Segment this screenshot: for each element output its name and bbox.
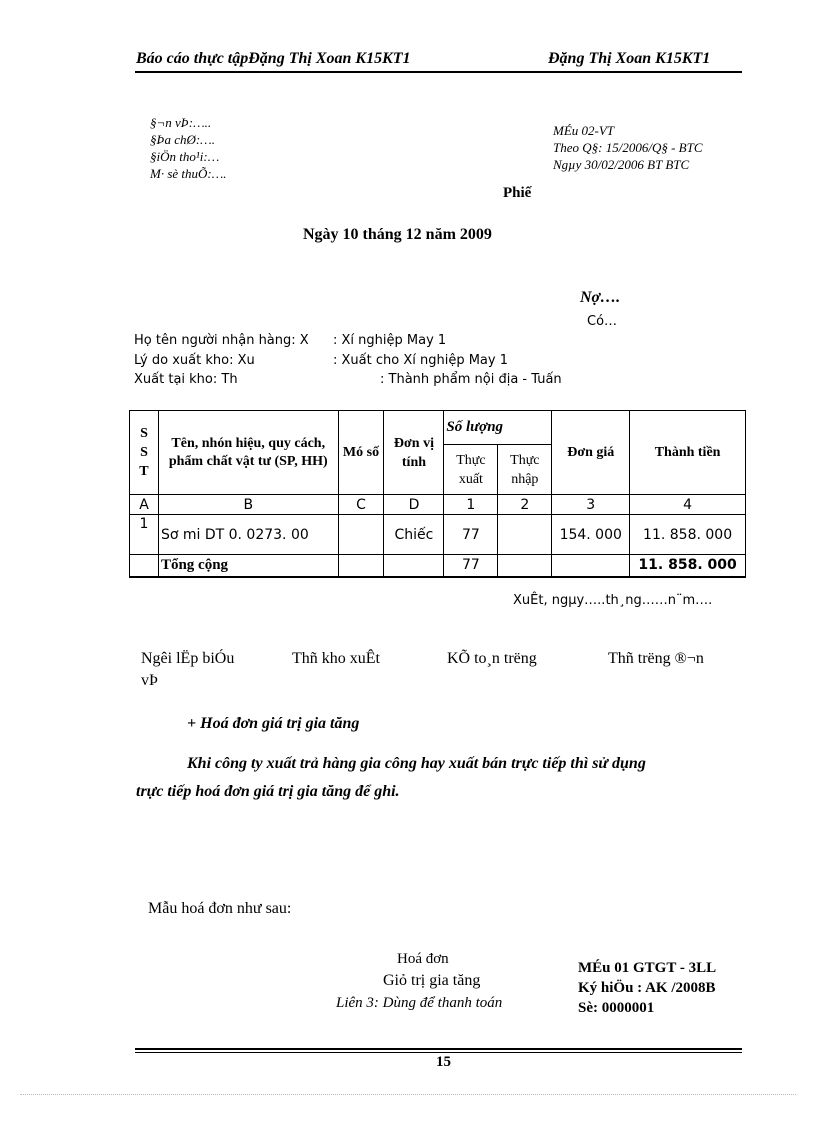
- form-info: [553, 122, 703, 173]
- debit: Nợ….: [580, 289, 621, 306]
- doc-title: Phiế: [503, 185, 532, 201]
- total-row: [130, 555, 746, 577]
- col-letter: 1: [444, 495, 498, 515]
- invoice-subtitle: Liên 3: Dùng để thanh toán: [336, 995, 503, 1011]
- warehouse-label: Xuất tại kho: Th: [134, 372, 238, 387]
- invoice-number: Sè: 0000001: [578, 1000, 655, 1016]
- unit-tax-code: M· sè thuÕ:….: [150, 166, 227, 181]
- row-stt: 1: [130, 515, 159, 555]
- signature-storekeeper: Thñ kho xuÊt: [292, 650, 380, 667]
- paragraph-line-1: Khi công ty xuất trả hàng gia công hay xuất bán trực tiếp thì sử dụng: [187, 755, 646, 772]
- row-out: 77: [444, 515, 498, 555]
- total-empty: [384, 555, 444, 577]
- header-unit: Đơn vị tính: [384, 411, 444, 495]
- credit: Có…: [587, 314, 618, 329]
- paragraph-line-2: trực tiếp hoá đơn giá trị gia tăng để ghi.: [136, 783, 400, 800]
- col-letter: 4: [630, 495, 746, 515]
- footer-rule-bottom: [135, 1052, 742, 1053]
- header-right: Đặng Thị Xoan K15KT1: [548, 50, 711, 67]
- unit-name: §¬n vÞ:…..: [150, 115, 212, 130]
- signature-cut-text: vÞ: [141, 672, 158, 689]
- header-actual-in: Thực nhập: [498, 445, 552, 495]
- row-code: [338, 515, 384, 555]
- reason-label: Lý do xuất kho: Xu: [134, 353, 255, 368]
- total-label: Tổng cộng: [158, 555, 338, 577]
- total-amount: 11. 858. 000: [630, 555, 746, 577]
- total-empty: [130, 555, 159, 577]
- row-in: [498, 515, 552, 555]
- header-actual-out: Thực xuất: [444, 445, 498, 495]
- unit-info: [150, 114, 227, 182]
- footer-rule-top: [135, 1048, 742, 1050]
- signature-preparer: Ngêi lËp biÓu: [141, 650, 235, 667]
- signature-accountant: KÕ to¸n trëng: [447, 650, 537, 667]
- header-stt: S S T: [130, 411, 159, 495]
- row-price: 154. 000: [552, 515, 630, 555]
- date-line: Ngày 10 tháng 12 năm 2009: [303, 226, 492, 243]
- total-empty: [498, 555, 552, 577]
- recipient-label: Họ tên người nhận hàng: X: [134, 333, 309, 348]
- invoice-title-2: Giỏ trị gia tăng: [383, 972, 481, 989]
- col-letter: 3: [552, 495, 630, 515]
- section-title: [187, 715, 359, 733]
- col-letter: D: [384, 495, 444, 515]
- header-rule: [135, 71, 742, 73]
- form-code: MÉu 02-VT: [553, 123, 615, 138]
- reason-value: : Xuất cho Xí nghiệp May 1: [333, 353, 508, 368]
- total-empty: [338, 555, 384, 577]
- goods-table: [129, 410, 746, 578]
- row-name: Sơ mi DT 0. 0273. 00: [158, 515, 338, 555]
- recipient-value: : Xí nghiệp May 1: [333, 333, 447, 348]
- page-edge: [20, 1094, 796, 1095]
- header-code: Mó số: [338, 411, 384, 495]
- invoice-form: MÉu 01 GTGT - 3LL: [578, 960, 717, 976]
- header-amount: Thành tiền: [630, 411, 746, 495]
- header-quantity: Số lượng: [444, 411, 552, 445]
- header-price: Đơn giá: [552, 411, 630, 495]
- section-title-text: + Hoá đơn giá trị gia tăng: [187, 715, 360, 732]
- form-decision: Theo Q§: 15/2006/Q§ - BTC: [553, 140, 703, 155]
- unit-address: §Þa chØ:….: [150, 132, 215, 147]
- invoice-title-1: Hoá đơn: [397, 951, 449, 967]
- sample-intro: Mẫu hoá đơn như sau:: [148, 900, 292, 917]
- header-left: Báo cáo thực tậpĐặng Thị Xoan K15KT1: [136, 50, 411, 67]
- unit-phone: §iÖn tho¹i:…: [150, 149, 220, 164]
- col-letter: C: [338, 495, 384, 515]
- row-unit: Chiếc: [384, 515, 444, 555]
- col-letter: A: [130, 495, 159, 515]
- total-out: 77: [444, 555, 498, 577]
- total-empty: [552, 555, 630, 577]
- form-date: Ngµy 30/02/2006 BT BTC: [553, 157, 690, 172]
- warehouse-value: : Thành phẩm nội địa - Tuấn: [380, 372, 562, 387]
- page-number: 15: [436, 1054, 451, 1070]
- invoice-symbol: Ký hiÖu : AK /2008B: [578, 980, 716, 996]
- col-letter: 2: [498, 495, 552, 515]
- col-letter: B: [158, 495, 338, 515]
- header-name: Tên, nhón hiệu, quy cách, phẩm chất vật tư (SP, HH): [158, 411, 338, 495]
- table-row: [130, 515, 746, 555]
- export-date: XuÊt, ngµy…..th¸ng……n¨m….: [513, 593, 713, 608]
- row-amount: 11. 858. 000: [630, 515, 746, 555]
- signature-director: Thñ trëng ®¬n: [608, 650, 704, 667]
